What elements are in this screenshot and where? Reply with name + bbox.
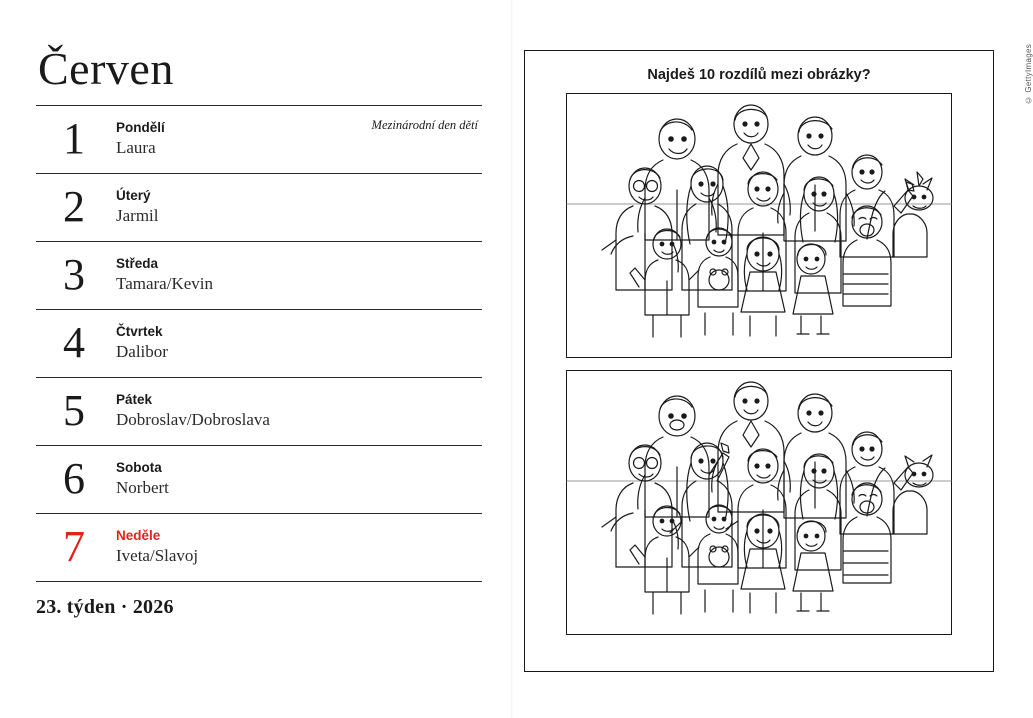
day-nameday: Dalibor	[116, 341, 168, 361]
day-weekday: Čtvrtek	[116, 324, 163, 340]
day-weekday: Středa	[116, 256, 159, 272]
day-nameday: Laura	[116, 137, 156, 157]
day-weekday: Pátek	[116, 392, 153, 408]
day-number: 5	[63, 386, 85, 436]
day-nameday: Norbert	[116, 477, 169, 497]
list-item[interactable]	[36, 106, 482, 174]
list-item[interactable]	[36, 174, 482, 242]
left-calendar-page	[0, 0, 512, 718]
day-info	[112, 324, 482, 362]
puzzle-card	[524, 50, 994, 672]
list-item[interactable]	[36, 514, 482, 582]
day-weekday: Sobota	[116, 460, 162, 476]
day-info	[112, 392, 482, 430]
day-number: 6	[63, 454, 85, 504]
day-info	[112, 256, 482, 294]
holiday-note: Mezinárodní den dětí	[371, 117, 478, 132]
right-puzzle-page	[512, 0, 1033, 718]
day-number: 3	[63, 250, 85, 300]
day-number: 1	[63, 114, 85, 164]
page-title: Červen	[38, 43, 174, 94]
day-info	[112, 528, 482, 566]
list-item[interactable]	[36, 242, 482, 310]
list-item[interactable]	[36, 446, 482, 514]
puzzle-picture-bottom	[566, 370, 952, 635]
day-number: 7	[63, 522, 85, 572]
day-nameday: Jarmil	[116, 205, 159, 225]
puzzle-title: Najdeš 10 rozdílů mezi obrázky?	[647, 67, 871, 83]
day-number: 2	[63, 182, 85, 232]
day-list	[36, 105, 482, 582]
day-info	[112, 188, 482, 226]
day-number: 4	[63, 318, 85, 368]
week-footer: 23. týden · 2026	[36, 595, 174, 618]
list-item[interactable]	[36, 310, 482, 378]
day-info	[112, 460, 482, 498]
day-nameday: Tamara/Kevin	[116, 273, 213, 293]
image-credit: © GettyImages	[1024, 44, 1033, 105]
day-weekday: Úterý	[116, 188, 151, 204]
day-weekday: Neděle	[116, 528, 161, 544]
day-nameday: Dobroslav/Dobroslava	[116, 409, 270, 429]
day-weekday: Pondělí	[116, 120, 165, 136]
puzzle-picture-top	[566, 93, 952, 358]
day-nameday: Iveta/Slavoj	[116, 545, 199, 565]
list-item[interactable]	[36, 378, 482, 446]
